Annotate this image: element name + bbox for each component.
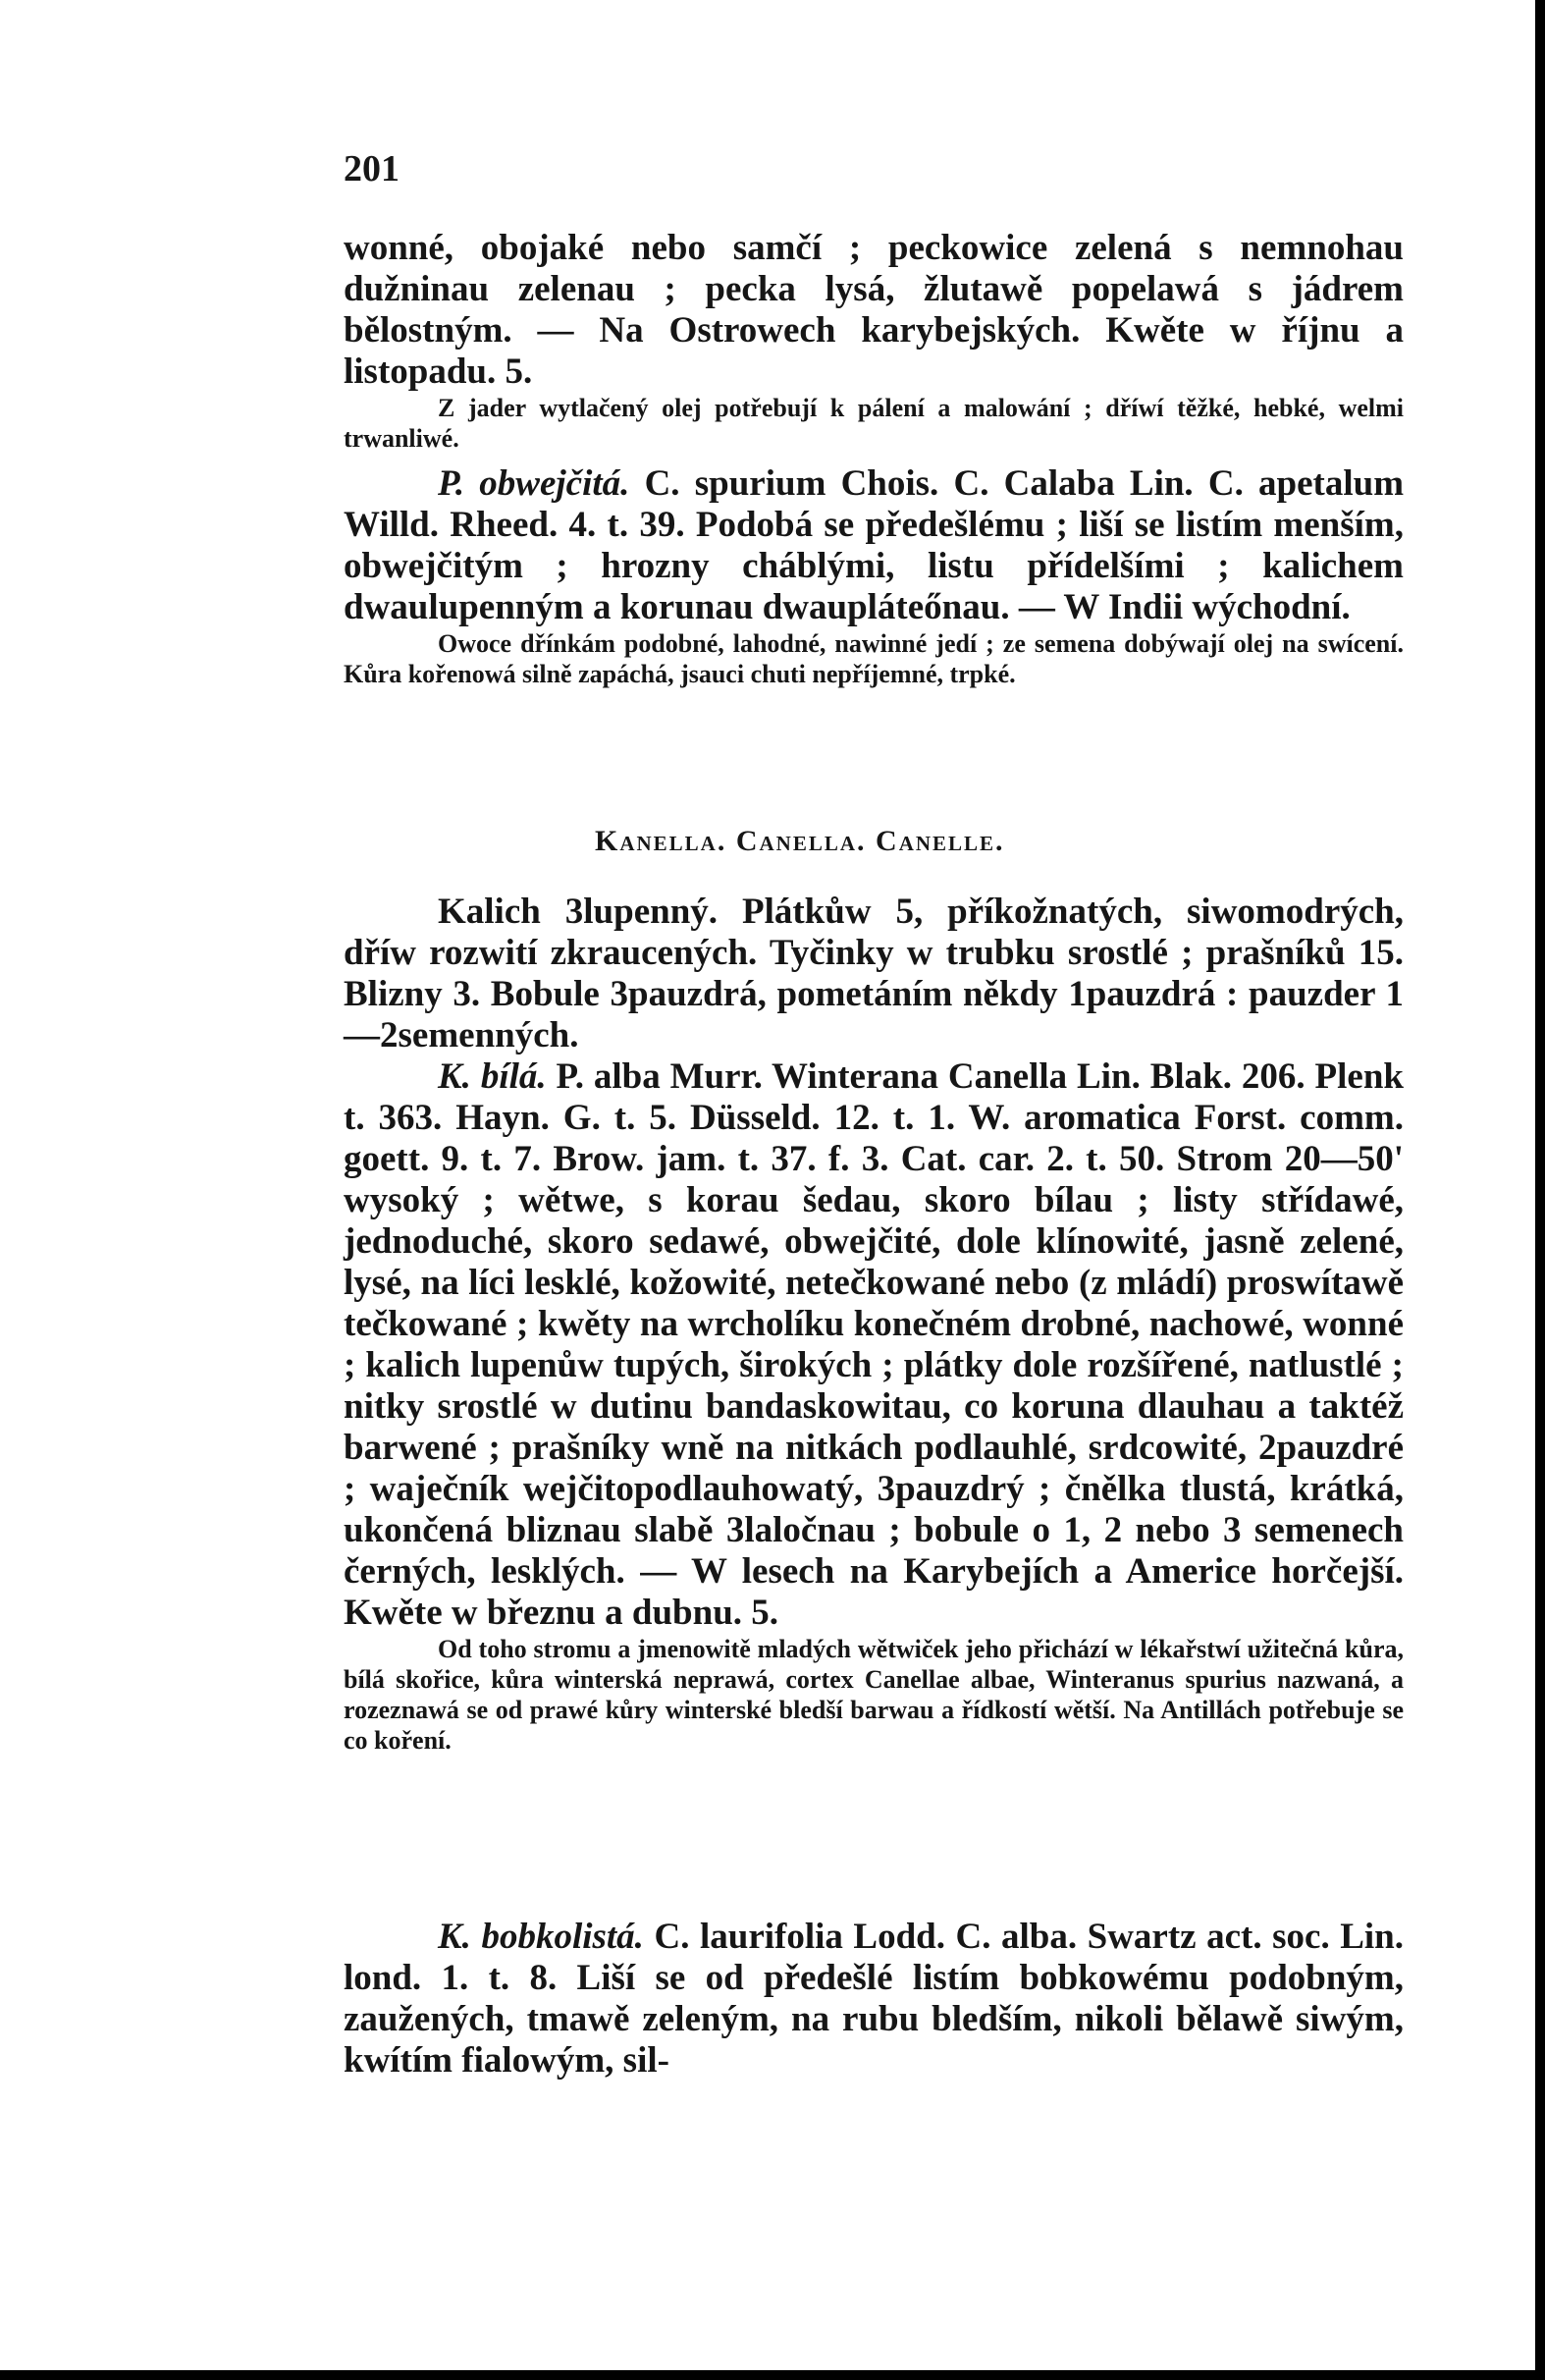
text-block-2 [344,463,1404,689]
species-name: K. bobkolistá. [438,1917,644,1957]
species-paragraph [344,463,1404,628]
text-block-4 [344,1917,1404,2082]
species-text: C. spurium Chois. C. Calaba Lin. C. apetalum Willd. Rheed. 4. t. 39. Podobá se předešlému ; liší se listím menším, obwejčitým ; hrozny cháblými, listu přídelšími ; kalichem dwaulupenným a korunau dwaupláteőnau. — W Indii wýchodní. [344,463,1405,627]
text-block-3 [344,892,1404,1756]
genus-description: Kalich 3lupenný. Plátkůw 5, příkožnatých, siwomodrých, dříw rozwití zkraucených. Tyčinky w trubku srostlé ; prašníků 15. Blizny 3. Bobule 3pauzdrá, pometáním někdy 1pauzdrá : pauzder 1—2semenných. [344,892,1404,1055]
species-text: C. laurifolia Lodd. C. alba. Swartz act. soc. Lin. lond. 1. t. 8. Liší se od předešlé listím bobkowému podobným, zaužených, tmawě zeleným, na rubu bledším, nikoli bělawě siwým, kwítím fialowým, sil- [344,1917,1405,2081]
paragraph: wonné, obojaké nebo samčí ; peckowice zelená s nemnohau dužninau zelenau ; pecka lysá, žlutawě popelawá s jádrem bělostným. — Na Ostrowech karybejských. Kwěte w říjnu a listopadu. 5. [344,228,1404,392]
species-paragraph [344,1056,1404,1634]
genus-heading-block [344,825,1404,858]
footnote: Owoce dřínkám podobné, lahodné, nawinné jedí ; ze semena dobýwají olej na swícení. Kůra kořenowá silně zapáchá, jsauci chuti nepříjemné, trpké. [344,629,1404,688]
text-block-1 [344,228,1404,454]
genus-heading: Kanella. Canella. Canelle. [595,825,1005,857]
footnote: Z jader wytlačený olej potřebují k pálení a malowání ; dříwí těžké, hebké, welmi trwanliwé. [344,394,1404,453]
species-paragraph [344,1917,1404,2082]
species-name: P. obwejčitá. [438,463,630,504]
species-name: K. bílá. [438,1056,547,1097]
species-text: P. alba Murr. Winterana Canella Lin. Blak. 206. Plenk t. 363. Hayn. G. t. 5. Düsseld. 12. t. 1. W. aromatica Forst. comm. goett. 9. t. 7. Brow. jam. t. 37. f. 3. Cat. car. 2. t. 50. Strom 20—50' wysoký ; wětwe, s korau šedau, skoro bílau ; listy střídawé, jednoduché, skoro sedawé, obwejčité, dole klínowité, jasně zelené, lysé, na líci lesklé, kožowité, netečkowané nebo (z mládí) proswítawě tečkowané ; kwěty na wrcholíku konečném drobné, nachowé, wonné ; kalich lupenůw tupých, širokých ; plátky dole rozšířené, natlustlé ; nitky srostlé w dutinu bandaskowitau, co koruna dlauhau a taktéž barwené ; prašníky wně na nitkách podlauhlé, srdcowité, 2pauzdré ; waječník wejčitopodlauhowatý, 3pauzdrý ; čnělka tlustá, krátká, ukončená bliznau slabě 3laločnau ; bobule o 1, 2 nebo 3 semenech černých, lesklých. — W lesech na Karybejích a Americe horčejší. Kwěte w březnu a dubnu. 5. [344,1056,1404,1633]
footnote: Od toho stromu a jmenowitě mladých wětwiček jeho přichází w lékařstwí užitečná kůra, bílá skořice, kůra winterská neprawá, cortex Canellae albae, Winteranus spurius nazwaná, a rozeznawá se od prawé kůry winterské bledší barwau a řídkostí wětší. Na Antillách potřebuje se co koření. [344,1635,1404,1755]
page-number: 201 [344,148,400,189]
